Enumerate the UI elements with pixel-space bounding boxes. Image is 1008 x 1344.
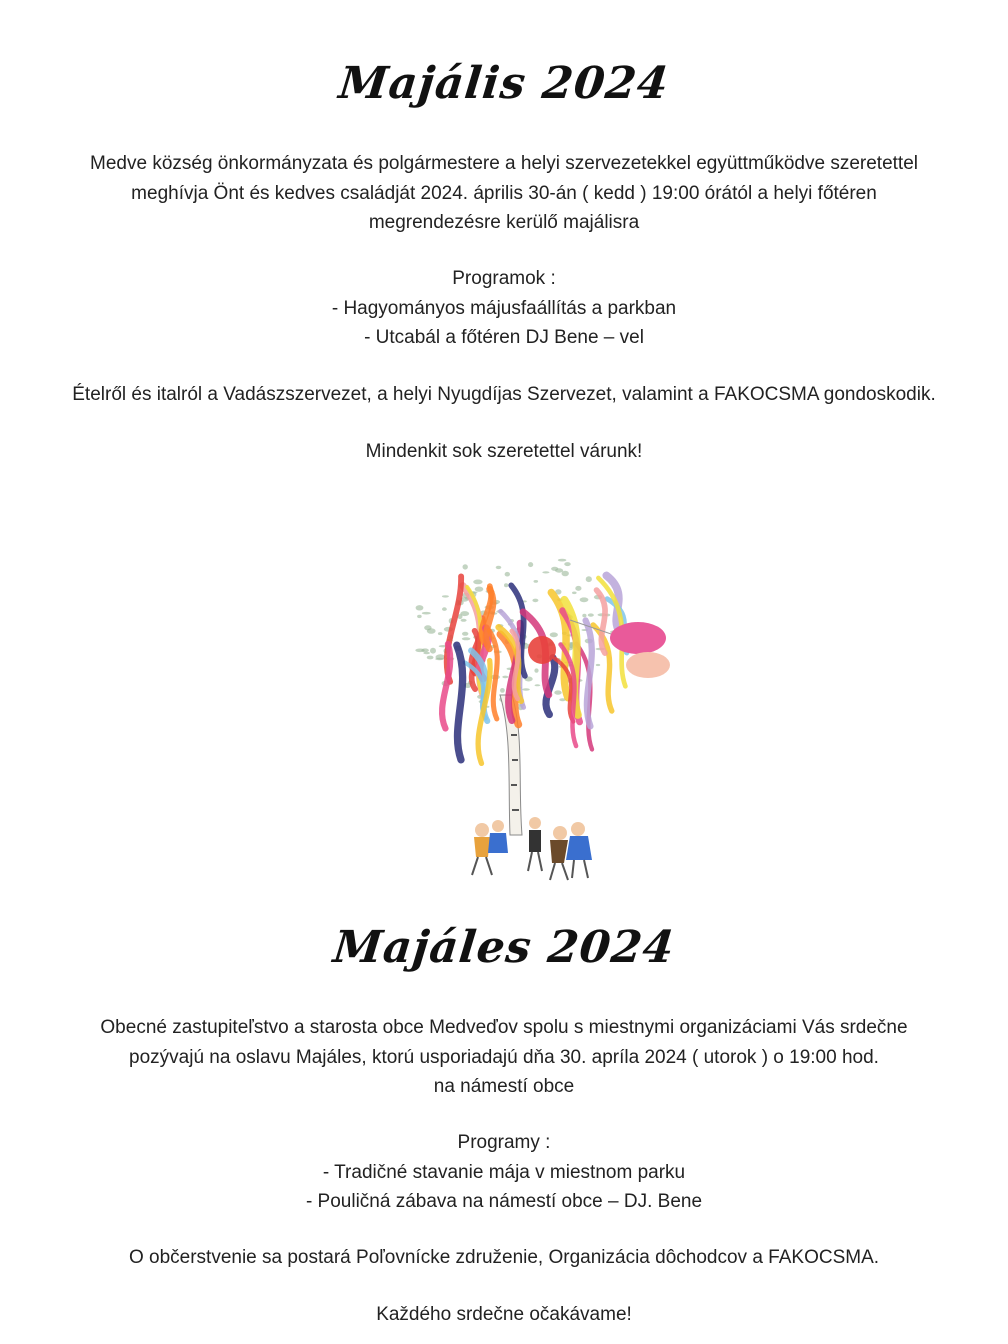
leaf xyxy=(442,595,449,597)
sk-intro-line: na námestí obce xyxy=(433,1076,575,1097)
leaf xyxy=(463,564,468,569)
leaf xyxy=(555,568,563,572)
sk-food-note xyxy=(10,1243,998,1273)
leaf xyxy=(572,592,577,595)
leaf xyxy=(582,614,586,618)
leaf xyxy=(528,562,533,567)
sk-food-text: O občerstvenie sa postará Poľovnícke združenie, Organizácia dôchodcov a FAKOCSMA. xyxy=(128,1247,880,1268)
hu-intro-paragraph xyxy=(10,149,998,238)
sk-intro-line: pozývajú na oslavu Majáles, ktorú usporiadajú dňa 30. apríla 2024 ( utorok ) o 19:00 hod. xyxy=(129,1046,879,1068)
hu-program-heading: Programok : xyxy=(452,268,556,289)
sk-program-item: - Pouličná zábava na námestí obce – DJ. Bene xyxy=(305,1191,703,1212)
colored-ribbons xyxy=(442,576,627,764)
leaf xyxy=(586,576,592,582)
leaf xyxy=(496,566,502,569)
hu-intro-line: megrendezésre kerülő majálisra xyxy=(368,212,640,233)
hu-closing xyxy=(10,437,998,467)
leaf xyxy=(564,562,570,566)
ribbon xyxy=(457,645,463,760)
hu-program-item: - Hagyományos májusfaállítás a parkban xyxy=(331,297,677,319)
leaf xyxy=(550,632,558,637)
sk-intro-paragraph xyxy=(10,1013,998,1102)
leaf xyxy=(475,587,484,592)
leaf xyxy=(438,632,443,635)
hu-intro-line: Medve község önkormányzata és polgármestere a helyi szervezetekkel együttműködve szeretettel xyxy=(90,153,918,174)
leaf xyxy=(462,632,468,636)
pink-balloon xyxy=(610,622,666,654)
leaf xyxy=(580,597,589,602)
leaf xyxy=(416,605,424,610)
leaf xyxy=(461,619,467,622)
dancing-children xyxy=(472,817,592,880)
red-sun xyxy=(528,636,556,664)
sk-closing-text: Každého srdečne očakávame! xyxy=(376,1304,632,1325)
leaf xyxy=(534,580,539,583)
sk-intro-line: Obecné zastupiteľstvo a starosta obce Medveďov spolu s miestnymi organizáciami Vás srdečne xyxy=(100,1017,908,1038)
leaf xyxy=(427,656,434,660)
sk-programs xyxy=(10,1128,998,1217)
leaf xyxy=(423,652,430,654)
leaf xyxy=(504,583,508,587)
sk-program-heading: Programy : xyxy=(457,1132,551,1153)
majales-title: Majáles 2024 xyxy=(330,922,678,973)
leaf xyxy=(430,648,436,654)
leaf xyxy=(460,611,469,616)
leaf xyxy=(596,664,600,666)
hu-closing-text: Mindenkit sok szeretettel várunk! xyxy=(365,441,643,462)
ribbon xyxy=(597,590,606,653)
hu-programs xyxy=(10,264,998,353)
leaf xyxy=(575,586,581,591)
leaf xyxy=(535,684,541,686)
hu-food-note xyxy=(10,380,998,410)
leaf xyxy=(522,688,530,690)
leaf xyxy=(500,688,505,693)
leaf xyxy=(532,599,538,603)
leaf xyxy=(554,690,561,694)
hu-food-text: Ételről és italról a Vadászszervezet, a helyi Nyugdíjas Szervezet, valamint a FAKOCSMA gondoskodik. xyxy=(72,384,936,405)
leaf xyxy=(422,612,431,615)
leaf xyxy=(505,572,510,577)
hu-program-item: - Utcabál a főtéren DJ Bene – vel xyxy=(364,327,644,348)
leaf xyxy=(417,615,422,618)
leaf xyxy=(415,649,424,653)
peach-balloon xyxy=(626,652,670,678)
maypole-tree-illustration xyxy=(400,535,680,885)
leaf xyxy=(534,668,538,672)
sk-program-item: - Tradičné stavanie mája v miestnom parku xyxy=(322,1161,686,1183)
majalis-title: Majális 2024 xyxy=(336,58,672,109)
leaf xyxy=(588,613,594,616)
leaf xyxy=(442,607,447,611)
leaf xyxy=(424,625,431,630)
hu-intro-line: meghívja Önt és kedves családját 2024. április 30-án ( kedd ) 19:00 órától a helyi főtéren xyxy=(131,182,877,204)
leaf xyxy=(462,637,471,640)
leaf xyxy=(502,676,508,679)
leaf xyxy=(558,559,567,562)
sk-closing xyxy=(10,1300,998,1330)
leaf xyxy=(542,571,549,573)
leaf xyxy=(473,580,482,585)
leaf xyxy=(435,658,444,660)
